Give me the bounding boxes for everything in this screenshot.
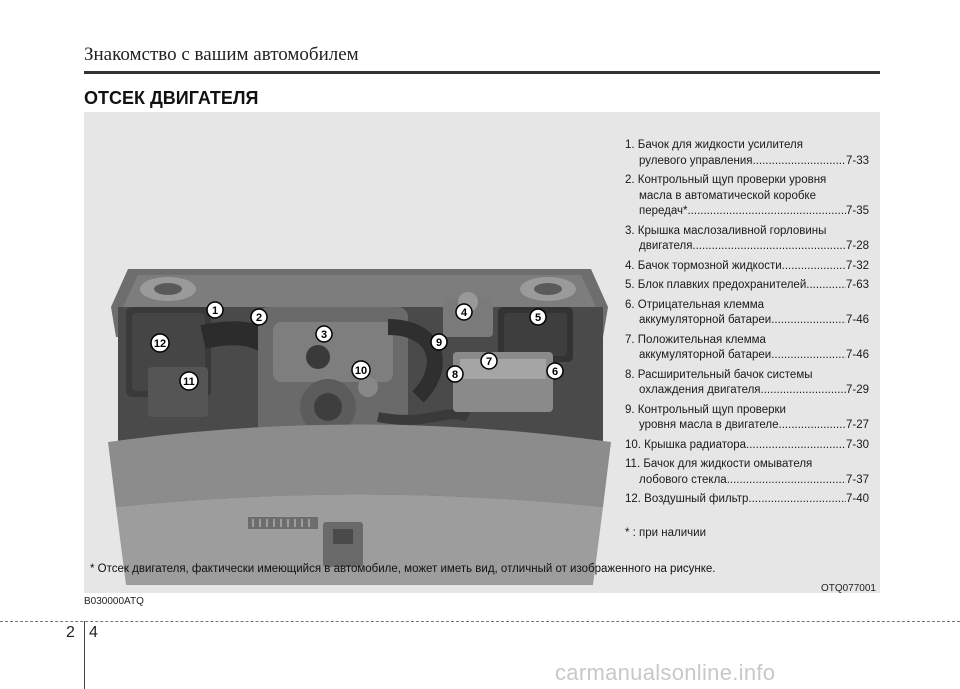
callout-6: [547, 363, 563, 379]
legend-item-page: 7-35: [845, 205, 869, 217]
leader-dots: [727, 473, 846, 489]
callout-4: [456, 304, 472, 320]
legend-item-text: охлаждения двигателя: [639, 384, 761, 396]
callout-4-label: 4: [460, 307, 468, 319]
header-divider: [84, 71, 880, 74]
callout-2: [251, 309, 267, 325]
legend-item-text: уровня масла в двигателе: [639, 419, 779, 431]
legend-item-text: двигателя: [639, 240, 693, 252]
legend-item-page: 7-27: [845, 419, 869, 431]
leader-dots: [746, 438, 846, 454]
legend-item-page: 7-40: [845, 493, 869, 505]
legend-note: * : при наличии: [625, 526, 707, 539]
legend-item: [625, 173, 869, 220]
callout-8-label: 8: [451, 369, 459, 381]
figure-footnote: * Отсек двигателя, фактически имеющийся в автомобиле, может иметь вид, отличный от изображенного на рисунке.: [90, 563, 716, 575]
leader-dots: [692, 239, 846, 255]
leader-dots: [782, 259, 846, 275]
legend-item-text: 4. Бачок тормозной жидкости: [625, 259, 782, 272]
chapter-header-title: Знакомство с вашим автомобилем: [84, 44, 359, 65]
callout-2-label: 2: [255, 312, 263, 324]
callout-11: [180, 372, 198, 390]
legend-item-text: 10. Крышка радиатора: [625, 438, 747, 451]
leader-dots: [753, 154, 846, 170]
legend-item-text: аккумуляторной батареи: [639, 349, 772, 361]
legend-item: [625, 492, 869, 508]
legend-item-page: 7-63: [845, 279, 869, 291]
callout-12-label: 12: [153, 338, 167, 350]
callout-3: [316, 326, 332, 342]
legend-item-text: передач*: [639, 205, 688, 217]
callout-12: [151, 334, 169, 352]
callout-9: [431, 334, 447, 350]
legend-item: [625, 224, 869, 255]
legend-item-line: 1. Бачок для жидкости усилителя: [625, 139, 803, 151]
leader-dots: [771, 313, 846, 329]
callout-5-label: 5: [534, 312, 542, 324]
legend-item: [625, 438, 869, 454]
legend-item: [625, 278, 869, 294]
legend-item: [625, 403, 869, 434]
callout-11-label: 11: [183, 376, 195, 388]
engine-compartment-illustration: [108, 267, 611, 585]
legend-item-text: аккумуляторной батареи: [639, 314, 772, 326]
legend-item-line: 11. Бачок для жидкости омывателя: [625, 458, 813, 470]
leader-dots: [748, 492, 846, 508]
legend-item-page: 7-37: [845, 473, 869, 486]
callout-7-label: 7: [485, 356, 493, 368]
legend-item-page: 7-29: [845, 384, 869, 396]
callout-7: [481, 353, 497, 369]
legend-item-line: масла в автоматической коробке: [639, 189, 816, 202]
legend-item: [625, 368, 869, 399]
legend-item: [625, 457, 869, 488]
page-chapter-number: 2: [66, 624, 75, 641]
legend-item-page: 7-28: [845, 240, 869, 252]
callout-8: [447, 366, 463, 382]
legend-item-line: 3. Крышка маслозаливной горловины: [625, 224, 827, 237]
legend-item: [625, 333, 869, 364]
legend-item-page: 7-32: [845, 259, 869, 272]
component-legend: [625, 138, 869, 541]
page-number: 4: [89, 624, 98, 641]
callout-3-label: 3: [320, 329, 328, 341]
legend-item-page: 7-30: [845, 438, 869, 451]
callout-9-label: 9: [435, 337, 443, 349]
page-number-divider: [84, 621, 85, 689]
legend-item: [625, 138, 869, 169]
legend-item-line: 9. Контрольный щуп проверки: [625, 403, 786, 416]
watermark-text: carmanualsonline.info: [555, 660, 776, 685]
legend-item-page: 7-46: [845, 314, 869, 326]
legend-item: [625, 259, 869, 275]
legend-item-line: 8. Расширительный бачок системы: [625, 368, 813, 381]
image-code: OTQ077001: [820, 583, 876, 594]
leader-dots: [771, 348, 846, 364]
legend-item-line: 6. Отрицательная клемма: [625, 298, 765, 311]
section-title: ОТСЕК ДВИГАТЕЛЯ: [84, 88, 259, 108]
leader-dots: [806, 278, 846, 294]
legend-item-page: 7-46: [845, 349, 869, 361]
page-footer-divider: [0, 621, 960, 622]
callout-5: [530, 309, 546, 325]
callout-10-label: 10: [354, 365, 368, 377]
leader-dots: [687, 204, 845, 220]
legend-item-line: 2. Контрольный щуп проверки уровня: [625, 174, 827, 186]
callout-6-label: 6: [551, 366, 559, 378]
legend-item-text: рулевого управления: [639, 154, 753, 167]
legend-item-text: 5. Блок плавких предохранителей: [625, 279, 807, 291]
document-code: B030000ATQ: [84, 596, 144, 607]
leader-dots: [779, 418, 846, 434]
legend-item-page: 7-33: [845, 154, 869, 167]
callout-1: [207, 302, 223, 318]
callout-1-label: 1: [211, 305, 219, 317]
legend-item: [625, 298, 869, 329]
legend-item-line: 7. Положительная клемма: [625, 333, 766, 346]
leader-dots: [761, 383, 846, 399]
callout-10: [352, 361, 370, 379]
figure-panel: [84, 112, 880, 593]
legend-item-text: 12. Воздушный фильтр: [625, 493, 749, 505]
legend-item-text: лобового стекла: [639, 473, 727, 486]
